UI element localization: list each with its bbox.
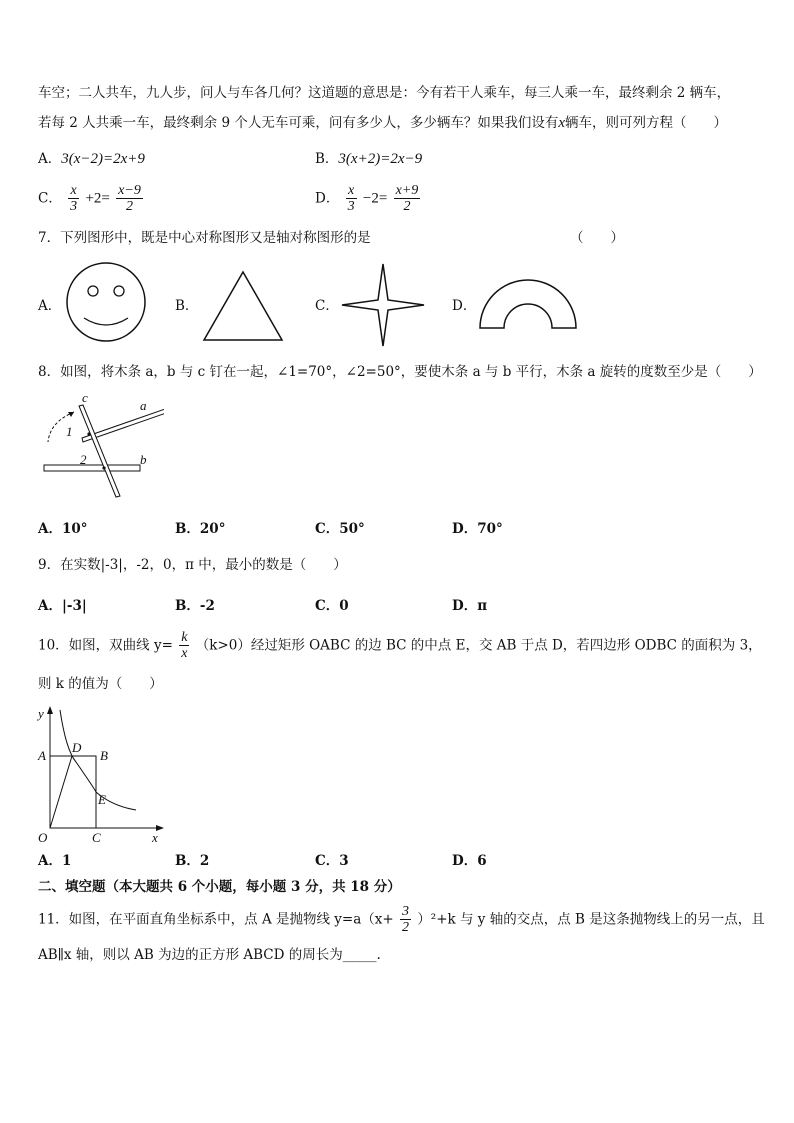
- four-point-star-figure: [340, 262, 426, 348]
- q9-option-d[interactable]: D．π: [452, 598, 488, 614]
- q7-label-a[interactable]: A．: [38, 298, 62, 314]
- point-d-label: D: [72, 740, 82, 755]
- q10-stem-line2: 则 k 的值为（ ）: [38, 676, 163, 692]
- y-axis-label: y: [38, 706, 44, 721]
- q8-option-a[interactable]: A．10°: [38, 521, 88, 537]
- fraction: $\frac{3}{2}$: [402, 904, 410, 935]
- q8-option-d[interactable]: D．70°: [452, 521, 503, 537]
- origin-label: O: [38, 830, 48, 845]
- q6-option-a[interactable]: A．3(x−2)=2x+9: [38, 151, 145, 167]
- label-c: c: [82, 392, 88, 405]
- q10-option-c[interactable]: C．3: [315, 853, 349, 869]
- q11-stem-line2: AB∥x 轴，则以 AB 为边的正方形 ABCD 的周长为_____.: [38, 947, 381, 963]
- q6-line2: 若每 2 人共乘一车，最终剩余 9 个人无车可乘，问有多少人，多少辆车？如果我们设有x辆车，则可列方程（ ）: [38, 115, 728, 131]
- point-a-label: A: [38, 748, 46, 763]
- q11-stem-line1: 11．如图，在平面直角坐标系中，点 A 是抛物线 y=a（x+ $\frac{3}{2}$ ）²+k 与 y 轴的交点，点 B 是这条抛物线上的另一点，且: [38, 904, 765, 935]
- q9-option-a[interactable]: A．|-3|: [38, 598, 87, 614]
- smiley-face-figure: [64, 260, 148, 344]
- fraction: $\frac{x}{3}$: [347, 183, 355, 214]
- q6-option-b[interactable]: B．3(x+2)=2x−9: [315, 151, 423, 167]
- fraction: $\frac{x-9}{2}$: [118, 183, 141, 214]
- label-b: b: [140, 452, 147, 467]
- q10-option-d[interactable]: D．6: [452, 853, 487, 869]
- angle-1-label: 1: [66, 424, 73, 439]
- fraction: $\frac{x}{3}$: [70, 183, 78, 214]
- q7-label-b[interactable]: B．: [175, 298, 199, 314]
- q7-label-d[interactable]: D．: [452, 298, 477, 314]
- x-axis-label: x: [152, 830, 158, 845]
- q7-answer-paren: （ ）: [570, 230, 624, 246]
- fraction: $\frac{x+9}{2}$: [395, 183, 419, 214]
- label-a: a: [140, 398, 147, 413]
- q7-label-c[interactable]: C．: [315, 298, 339, 314]
- q7-stem: 7．下列图形中，既是中心对称图形又是轴对称图形的是: [38, 230, 371, 246]
- q10-option-b[interactable]: B．2: [175, 853, 210, 869]
- q8-stem: 8．如图，将木条 a，b 与 c 钉在一起，∠1=70°，∠2=50°，要使木条 a 与 b 平行，木条 a 旋转的度数至少是（ ）: [38, 364, 762, 380]
- q6-option-d[interactable]: D． $\frac{x}{3}$ −2= $\frac{x+9}{2}$: [315, 183, 419, 214]
- wooden-sticks-figure: [34, 392, 164, 502]
- point-c-label: C: [92, 830, 101, 845]
- q6-line1: 车空；二人共车，九人步，问人与车各几何？这道题的意思是：今有若干人乘车，每三人乘一车，最终剩余 2 辆车，: [38, 85, 731, 101]
- q10-stem-line1: 10．如图，双曲线 y= $\frac{k}{x}$ （k>0）经过矩形 OABC 的边 BC 的中点 E，交 AB 于点 D，若四边形 ODBC 的面积为 3，: [38, 630, 762, 661]
- point-b-label: B: [100, 748, 108, 763]
- section-heading: 二、填空题（本大题共 6 个小题，每小题 3 分，共 18 分）: [38, 879, 401, 895]
- q10-option-a[interactable]: A．1: [38, 853, 72, 869]
- q9-option-b[interactable]: B．-2: [175, 598, 215, 614]
- fraction: $\frac{k}{x}$: [181, 630, 188, 661]
- q9-option-c[interactable]: C．0: [315, 598, 349, 614]
- hyperbola-rectangle-figure: [32, 700, 172, 845]
- triangle-figure: [200, 268, 286, 344]
- point-e-label: E: [98, 792, 106, 807]
- q6-option-c[interactable]: C． $\frac{x}{3}$ +2= $\frac{x-9}{2}$: [38, 183, 141, 214]
- q9-stem: 9．在实数|-3|，-2，0，π 中，最小的数是（ ）: [38, 557, 347, 573]
- q8-option-b[interactable]: B．20°: [175, 521, 226, 537]
- q8-option-c[interactable]: C．50°: [315, 521, 365, 537]
- angle-2-label: 2: [80, 452, 87, 467]
- semicircle-arch-figure: [478, 275, 578, 331]
